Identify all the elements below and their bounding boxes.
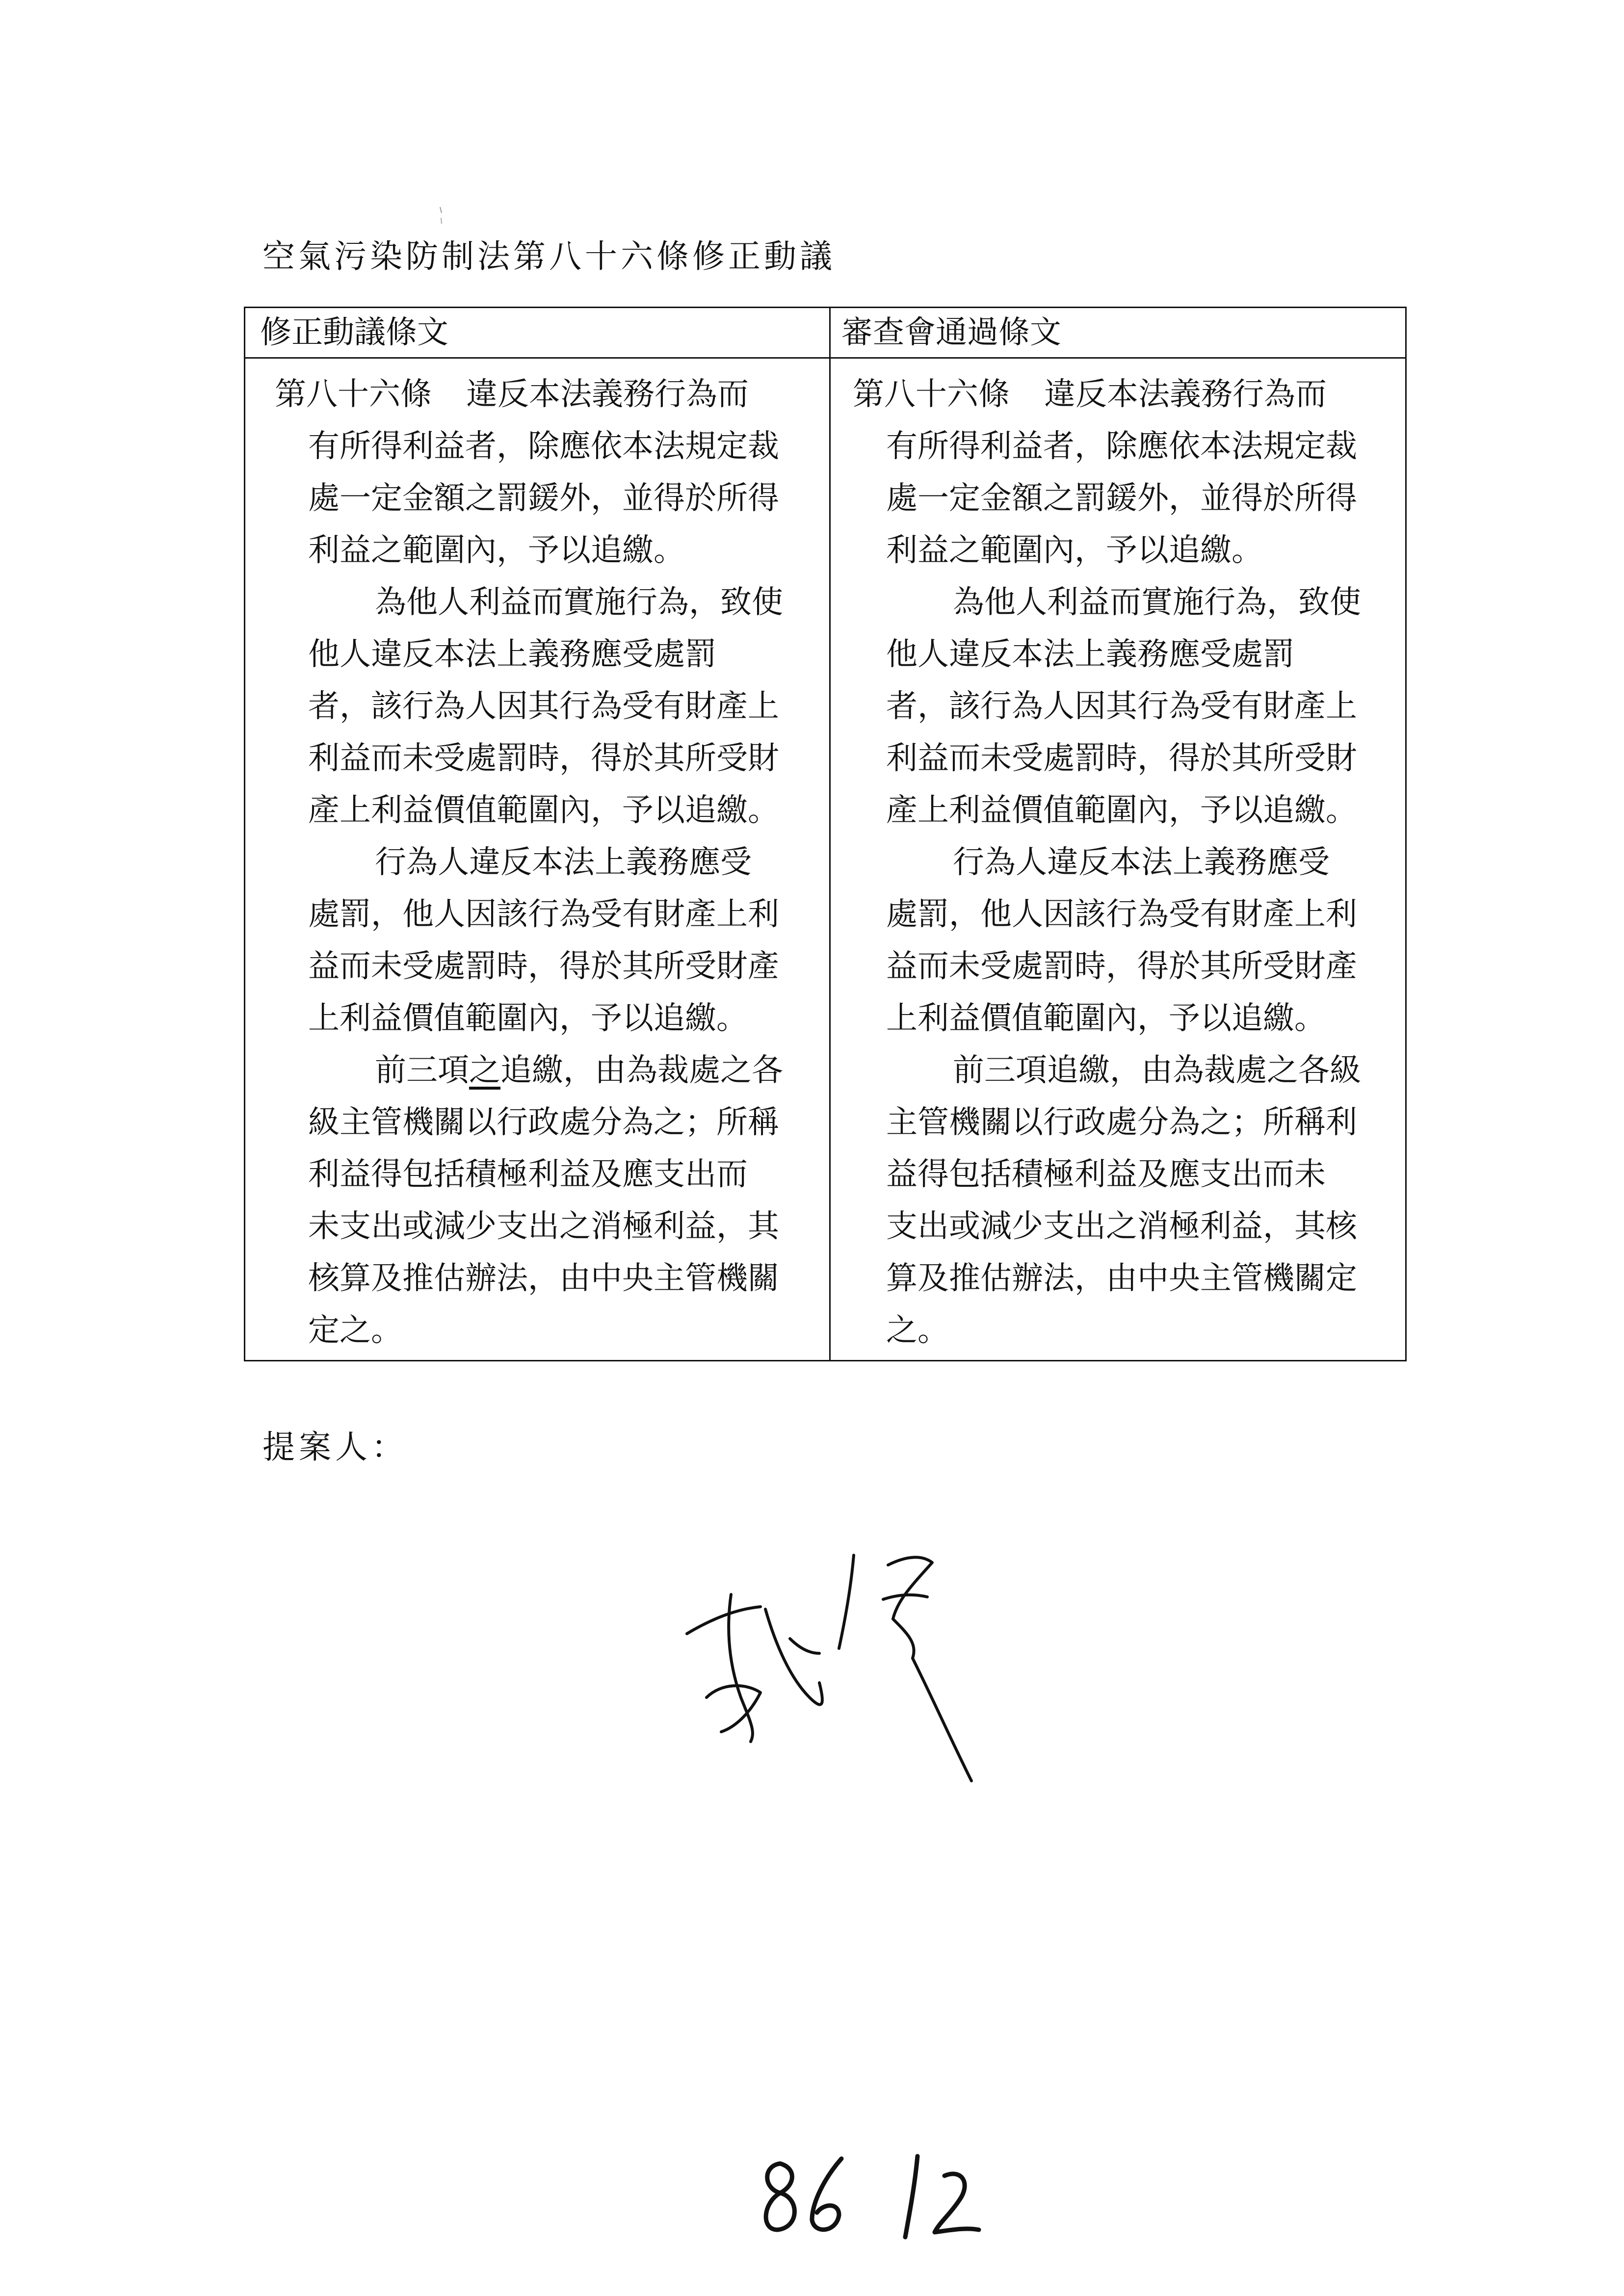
text-line <box>853 680 1392 732</box>
committee-article-text <box>853 368 1392 1357</box>
text-line <box>275 680 814 732</box>
text-line <box>275 420 814 472</box>
line-text: 有所得利益者，除應依本法規定裁 <box>308 428 779 465</box>
text-line <box>275 576 814 628</box>
line-text: 違反本法義務行為而 <box>1044 376 1327 413</box>
article-number: 第八十六條 <box>853 376 1010 413</box>
text-line <box>853 940 1392 992</box>
line-text: 為他人利益而實施行為，致使 <box>953 584 1361 621</box>
line-text: 益而未受處罰時，得於其所受財產 <box>886 948 1357 985</box>
line-text: 行為人違反本法上義務應受 <box>375 844 752 881</box>
line-text: 主管機關以行政處分為之；所稱利 <box>886 1104 1357 1141</box>
line-text: 定之。 <box>308 1312 402 1349</box>
text-line <box>853 368 1392 420</box>
text-line <box>275 1148 814 1200</box>
line-text: 處一定金額之罰鍰外，並得於所得 <box>308 480 779 517</box>
line-text: 級主管機關以行政處分為之；所稱 <box>308 1104 779 1141</box>
text-line <box>275 1200 814 1252</box>
line-text: 前三項追繳，由為裁處之各級 <box>953 1052 1361 1089</box>
text-line <box>853 420 1392 472</box>
line-text: 未支出或減少支出之消極利益，其 <box>308 1208 779 1245</box>
column-header-motion: 修正動議條文 <box>260 314 448 351</box>
line-text: 產上利益價值範圍內，予以追繳。 <box>308 792 779 829</box>
line-text: 核算及推估辦法，由中央主管機關 <box>308 1260 779 1297</box>
line-text: 產上利益價值範圍內，予以追繳。 <box>886 792 1357 829</box>
line-text: 利益得包括積極利益及應支出而 <box>308 1156 748 1193</box>
handwritten-page-number <box>751 2149 981 2247</box>
text-line <box>275 940 814 992</box>
line-text: 利益之範圍內，予以追繳。 <box>308 532 685 569</box>
line-text: 有所得利益者，除應依本法規定裁 <box>886 428 1357 465</box>
text-line <box>853 1252 1392 1305</box>
text-line <box>853 472 1392 524</box>
column-header-committee: 審查會通過條文 <box>841 314 1061 351</box>
text-line <box>275 524 814 576</box>
line-text: 行為人違反本法上義務應受 <box>953 844 1330 881</box>
line-text: 處罰，他人因該行為受有財產上利 <box>886 896 1357 933</box>
text-line <box>853 524 1392 576</box>
line-text: 支出或減少支出之消極利益，其核 <box>886 1208 1357 1245</box>
line-text: 違反本法義務行為而 <box>466 376 749 413</box>
comparison-table <box>244 307 1407 1361</box>
text-line <box>853 1200 1392 1252</box>
document-title: 空氣污染防制法第八十六條修正動議 <box>262 237 836 275</box>
text-line <box>853 628 1392 680</box>
text-line <box>275 888 814 940</box>
line-text: 者，該行為人因其行為受有財產上 <box>308 688 779 725</box>
motion-article-text <box>275 368 814 1357</box>
line-text-continued: 追繳，由為裁處之各 <box>500 1052 783 1089</box>
proposer-signature <box>677 1536 1001 1791</box>
scan-speck <box>439 206 443 226</box>
column-divider <box>829 308 831 1360</box>
line-text: 上利益價值範圍內，予以追繳。 <box>308 1000 748 1037</box>
text-line <box>853 1148 1392 1200</box>
text-line <box>853 784 1392 836</box>
line-text: 利益而未受處罰時，得於其所受財 <box>308 740 779 777</box>
line-text: 上利益價值範圍內，予以追繳。 <box>886 1000 1326 1037</box>
text-line <box>275 992 814 1044</box>
line-text: 益而未受處罰時，得於其所受財產 <box>308 948 779 985</box>
text-line <box>275 368 814 420</box>
text-line <box>853 836 1392 888</box>
text-line <box>275 836 814 888</box>
text-line <box>275 784 814 836</box>
amended-text: 之 <box>469 1052 500 1089</box>
text-line <box>275 1305 814 1357</box>
line-text: 他人違反本法上義務應受處罰 <box>886 636 1294 673</box>
line-text: 前三項 <box>375 1052 469 1089</box>
text-line <box>275 1044 814 1096</box>
text-line <box>853 576 1392 628</box>
line-text: 處一定金額之罰鍰外，並得於所得 <box>886 480 1357 517</box>
text-line <box>853 1305 1392 1357</box>
text-line <box>275 1096 814 1148</box>
header-divider <box>245 357 1405 359</box>
text-line <box>853 992 1392 1044</box>
line-text: 為他人利益而實施行為，致使 <box>375 584 783 621</box>
text-line <box>275 1252 814 1305</box>
line-text: 利益而未受處罰時，得於其所受財 <box>886 740 1357 777</box>
text-line <box>275 628 814 680</box>
text-line <box>853 1096 1392 1148</box>
line-text: 者，該行為人因其行為受有財產上 <box>886 688 1357 725</box>
text-line <box>853 888 1392 940</box>
text-line <box>853 732 1392 784</box>
proposer-label: 提案人： <box>262 1428 408 1466</box>
line-text: 算及推估辦法，由中央主管機關定 <box>886 1260 1357 1297</box>
line-text: 利益之範圍內，予以追繳。 <box>886 532 1263 569</box>
line-text: 益得包括積極利益及應支出而未 <box>886 1156 1326 1193</box>
text-line <box>853 1044 1392 1096</box>
article-number: 第八十六條 <box>275 376 432 413</box>
text-line <box>275 472 814 524</box>
line-text: 他人違反本法上義務應受處罰 <box>308 636 716 673</box>
text-line <box>275 732 814 784</box>
line-text: 之。 <box>886 1312 949 1349</box>
line-text: 處罰，他人因該行為受有財產上利 <box>308 896 779 933</box>
